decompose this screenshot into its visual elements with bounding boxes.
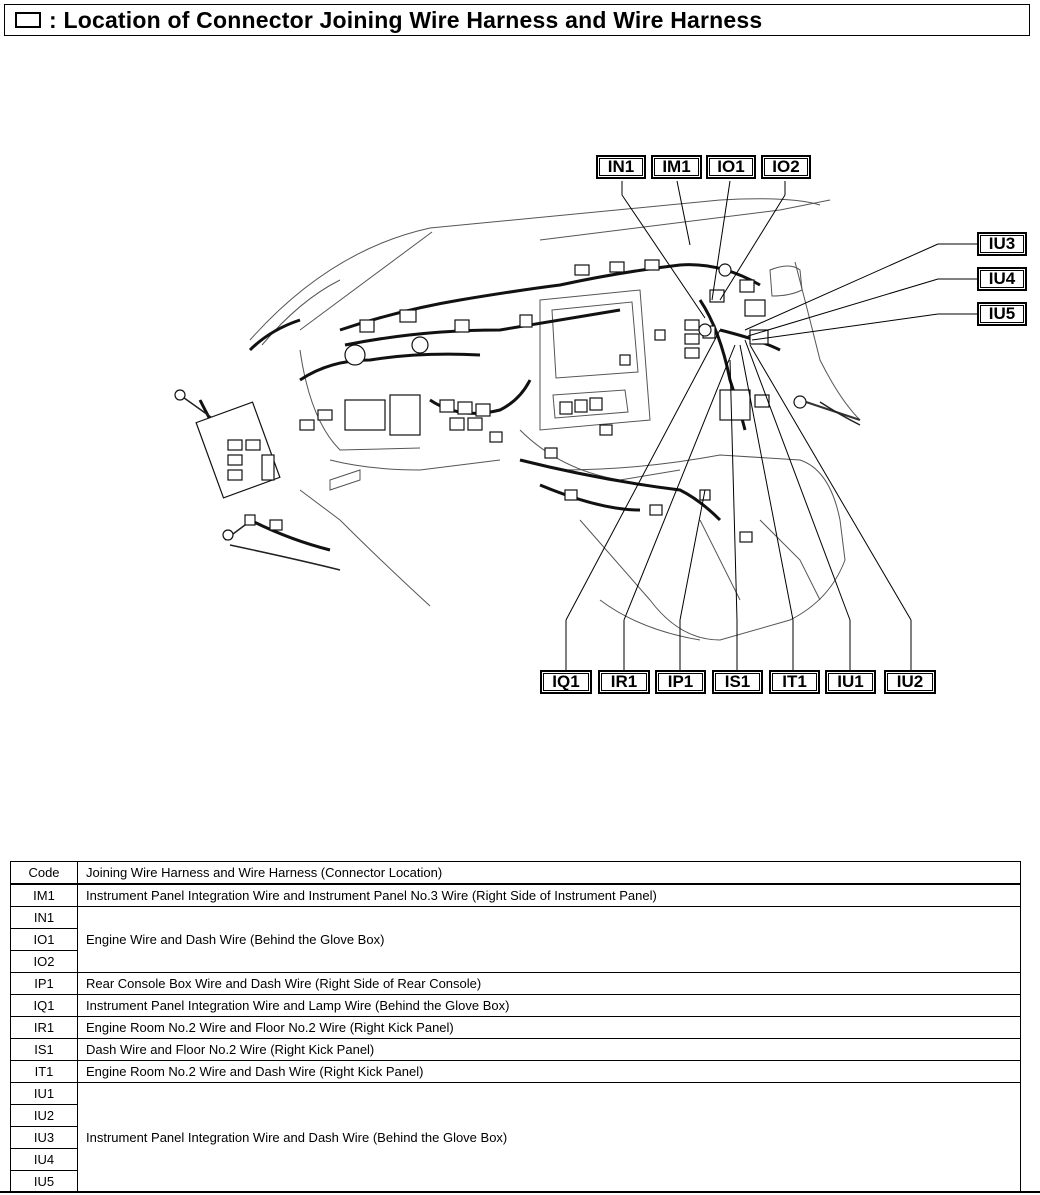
header-code: Code	[11, 862, 78, 885]
row-description: Rear Console Box Wire and Dash Wire (Right Side of Rear Console)	[78, 973, 1021, 995]
table-row	[11, 907, 1021, 929]
connector-label-IO1: IO1	[706, 155, 756, 179]
table-row	[11, 1017, 1021, 1039]
table-row	[11, 995, 1021, 1017]
connector-label-IR1: IR1	[598, 670, 650, 694]
header-description: Joining Wire Harness and Wire Harness (Connector Location)	[78, 862, 1021, 885]
connector-label-IU2: IU2	[884, 670, 936, 694]
row-code: IO2	[11, 951, 78, 973]
connector-label-IO2: IO2	[761, 155, 811, 179]
connector-label-IN1: IN1	[596, 155, 646, 179]
connector-box-icon	[15, 12, 41, 28]
bottom-divider	[0, 1191, 1040, 1193]
row-code: IR1	[11, 1017, 78, 1039]
row-code: IQ1	[11, 995, 78, 1017]
row-description: Instrument Panel Integration Wire and Instrument Panel No.3 Wire (Right Side of Instrument Panel)	[78, 884, 1021, 907]
row-code: IU3	[11, 1127, 78, 1149]
connector-label-IT1: IT1	[769, 670, 820, 694]
row-code: IU4	[11, 1149, 78, 1171]
table-row	[11, 973, 1021, 995]
dashboard-illustration	[0, 140, 1040, 710]
row-code: IM1	[11, 884, 78, 907]
row-code: IU1	[11, 1083, 78, 1105]
table-row	[11, 1061, 1021, 1083]
connector-label-IU3: IU3	[977, 232, 1027, 256]
dashboard-diagram	[0, 140, 1040, 710]
row-code: IU2	[11, 1105, 78, 1127]
row-description: Instrument Panel Integration Wire and Lamp Wire (Behind the Glove Box)	[78, 995, 1021, 1017]
connector-label-IS1: IS1	[712, 670, 763, 694]
row-description: Instrument Panel Integration Wire and Dash Wire (Behind the Glove Box)	[78, 1083, 1021, 1193]
row-code: IN1	[11, 907, 78, 929]
connector-label-IM1: IM1	[651, 155, 702, 179]
row-description: Dash Wire and Floor No.2 Wire (Right Kick Panel)	[78, 1039, 1021, 1061]
connector-label-IU5: IU5	[977, 302, 1027, 326]
connector-code-table	[10, 861, 1021, 1193]
connector-label-IP1: IP1	[655, 670, 706, 694]
row-code: IS1	[11, 1039, 78, 1061]
page-title-bar	[4, 4, 1030, 36]
row-code: IO1	[11, 929, 78, 951]
connector-label-IU1: IU1	[825, 670, 876, 694]
row-description: Engine Room No.2 Wire and Dash Wire (Right Kick Panel)	[78, 1061, 1021, 1083]
table-row	[11, 1083, 1021, 1105]
page-title: : Location of Connector Joining Wire Harness and Wire Harness	[49, 6, 763, 33]
row-description: Engine Wire and Dash Wire (Behind the Glove Box)	[78, 907, 1021, 973]
table-row	[11, 1039, 1021, 1061]
row-code: IT1	[11, 1061, 78, 1083]
connector-label-IQ1: IQ1	[540, 670, 592, 694]
row-code: IP1	[11, 973, 78, 995]
connector-label-IU4: IU4	[977, 267, 1027, 291]
row-code: IU5	[11, 1171, 78, 1193]
table-header-row	[11, 862, 1021, 885]
row-description: Engine Room No.2 Wire and Floor No.2 Wire (Right Kick Panel)	[78, 1017, 1021, 1039]
table-row	[11, 884, 1021, 907]
